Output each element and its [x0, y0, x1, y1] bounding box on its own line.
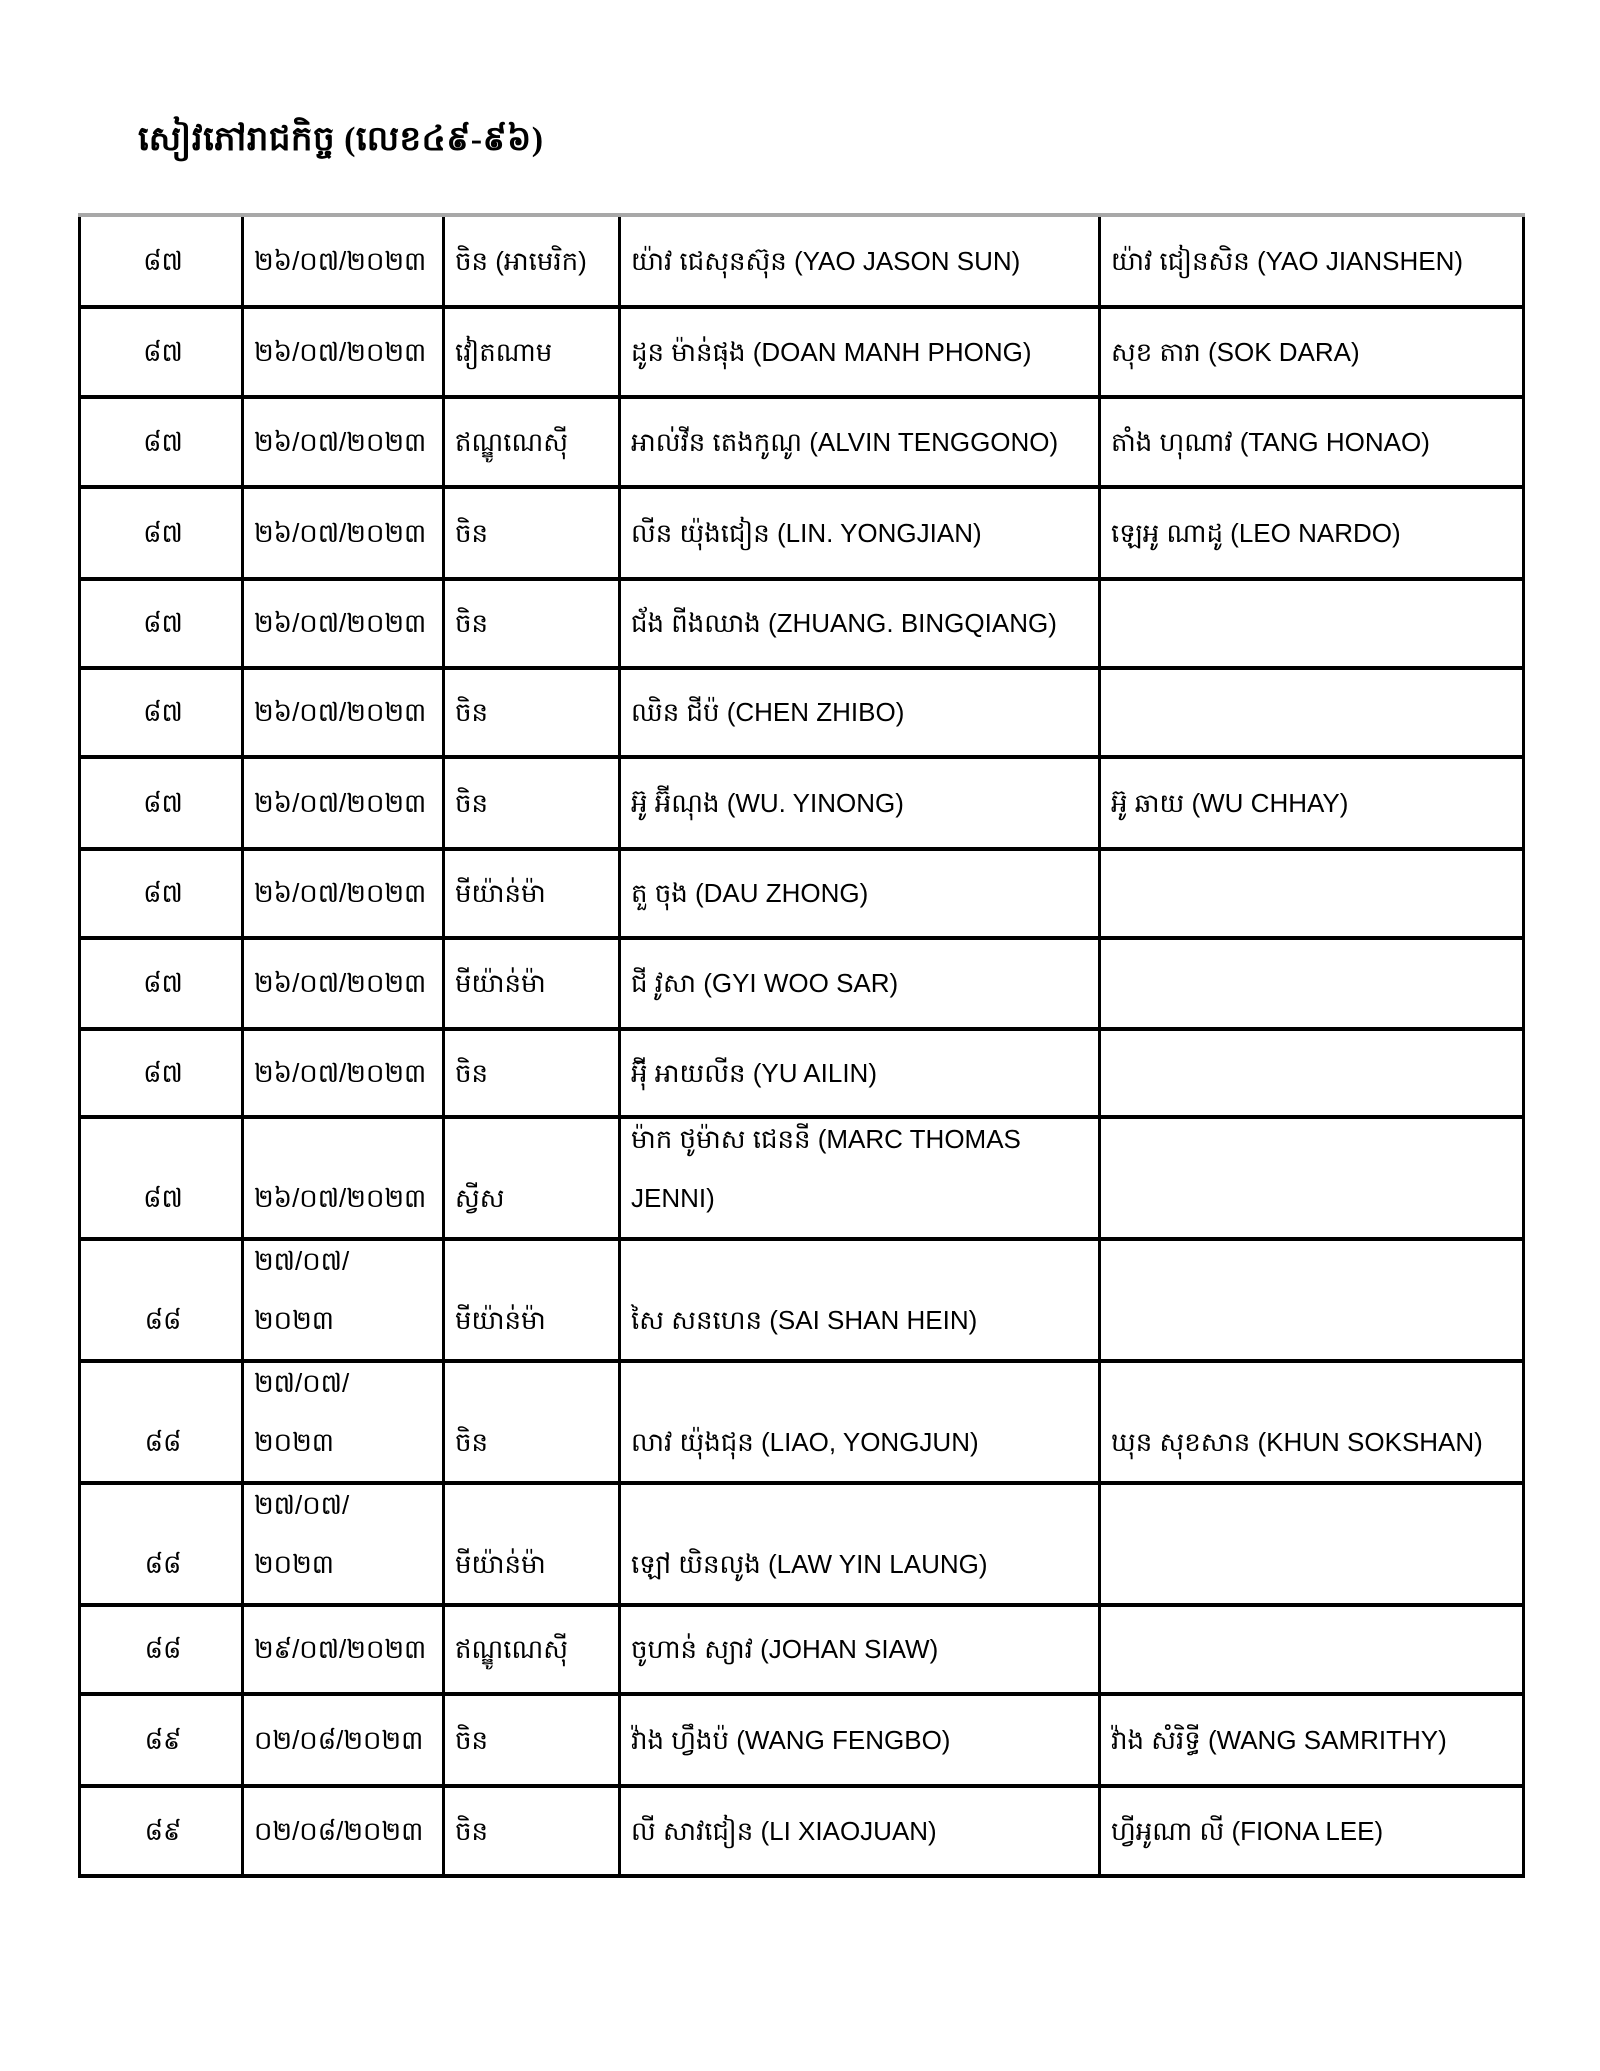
cell-date [243, 757, 444, 849]
table-row [80, 397, 1524, 487]
table-row [80, 1361, 1524, 1483]
cell-text: យ៉ាវ ជៀនសិន (YAO JIANSHEN) [1111, 245, 1464, 276]
cell-other-name [1100, 1786, 1524, 1876]
table-row [80, 487, 1524, 579]
cell-text: ស្វីស [455, 1183, 505, 1213]
cell-text: ឥណ្ឌូណេស៊ី [455, 1634, 568, 1664]
cell-nationality [444, 397, 620, 487]
cell-text: ២៧/០៧/ [254, 1490, 350, 1520]
cell-date [243, 215, 444, 307]
cell-text: វ៉ាង ហ្វឹងប៉ (WANG FENGBO) [631, 1724, 951, 1755]
cell-nationality [444, 1605, 620, 1694]
cell-nationality [444, 215, 620, 307]
cell-text: ២៦/០៧/២០២៣ [254, 1183, 427, 1213]
cell-other-name [1100, 938, 1524, 1029]
cell-text: ៨៧ [143, 697, 183, 727]
table-row [80, 849, 1524, 938]
cell-name [620, 1605, 1100, 1694]
cell-no [80, 1786, 243, 1876]
cell-other-name [1100, 215, 1524, 307]
cell-date [243, 1605, 444, 1694]
cell-no [80, 1239, 243, 1361]
cell-date [243, 849, 444, 938]
cell-text: ចិន [455, 517, 489, 548]
table-row [80, 579, 1524, 668]
cell-date [243, 1117, 444, 1239]
cell-text: ចូហាន់ ស្យាវ (JOHAN SIAW) [631, 1634, 939, 1664]
cell-text: ឈិន ជីប៉ (CHEN ZHIBO) [631, 697, 905, 727]
cell-other-name [1100, 849, 1524, 938]
gazette-table [78, 213, 1525, 1878]
cell-no [80, 215, 243, 307]
cell-text: ២០២៣ [254, 1427, 334, 1457]
cell-text: ជី វូសា (GYI WOO SAR) [631, 968, 899, 998]
cell-text: ចិន [455, 1057, 489, 1088]
cell-date [243, 1786, 444, 1876]
cell-name [620, 397, 1100, 487]
cell-text: ៨៧ [143, 1183, 183, 1213]
cell-text: អ៊ូ ឆាយ (WU CHHAY) [1111, 787, 1349, 818]
cell-text: ២៦/០៧/២០២៣ [254, 608, 427, 638]
cell-nationality [444, 307, 620, 397]
cell-text: ចិន (អាមេរិក) [455, 245, 587, 276]
cell-nationality [444, 579, 620, 668]
cell-nationality [444, 938, 620, 1029]
cell-no [80, 1361, 243, 1483]
cell-text: ៨៧ [143, 426, 183, 457]
table-row [80, 1239, 1524, 1361]
cell-text: លីន យ៉ុងជៀន (LIN. YONGJIAN) [631, 517, 982, 548]
cell-text: អ៊ុី អាយលីន (YU AILIN) [631, 1057, 877, 1088]
cell-other-name [1100, 1605, 1524, 1694]
cell-other-name [1100, 307, 1524, 397]
cell-other-name [1100, 1117, 1524, 1239]
cell-date [243, 579, 444, 668]
table-row [80, 1786, 1524, 1876]
cell-text: ៨៧ [143, 1057, 183, 1088]
cell-text: មីយ៉ាន់ម៉ា [455, 1305, 546, 1335]
cell-text: ៨៨ [144, 1427, 182, 1457]
cell-no [80, 1029, 243, 1117]
cell-other-name [1100, 1361, 1524, 1483]
page-title: សៀវភៅរាជកិច្ច (លេខ៤៩-៩៦) [138, 121, 544, 158]
cell-text: ២៦/០៧/២០២៣ [254, 336, 427, 367]
cell-text: វ៉ាង សំរិទ្ធី (WANG SAMRITHY) [1111, 1724, 1447, 1755]
cell-other-name [1100, 487, 1524, 579]
table-row [80, 1117, 1524, 1239]
cell-text: ៨៧ [143, 787, 183, 818]
cell-text: សៃ សនហេន (SAI SHAN HEIN) [631, 1305, 978, 1335]
cell-no [80, 1694, 243, 1786]
cell-no [80, 668, 243, 757]
cell-text: ឡេអូ ណាដូ (LEO NARDO) [1111, 517, 1401, 548]
cell-nationality [444, 1029, 620, 1117]
cell-text: លាវ យ៉ុងជុន (LIAO, YONGJUN) [631, 1427, 979, 1457]
cell-text: ២៦/០៧/២០២៣ [254, 1057, 427, 1088]
cell-text: JENNI) [631, 1183, 715, 1213]
cell-text: លី សាវជៀន (LI XIAOJUAN) [631, 1815, 937, 1846]
cell-text: ២០២៣ [254, 1305, 334, 1335]
cell-no [80, 579, 243, 668]
cell-text: ចិន [455, 1427, 489, 1457]
cell-nationality [444, 1239, 620, 1361]
cell-text: យ៉ាវ ជេសុនស៊ុន (YAO JASON SUN) [631, 245, 1021, 276]
cell-name [620, 938, 1100, 1029]
cell-text: អាល់វីន តេងកូណូ (ALVIN TENGGONO) [631, 426, 1059, 457]
cell-nationality [444, 849, 620, 938]
cell-no [80, 1605, 243, 1694]
cell-text: ចិន [455, 1724, 489, 1755]
cell-other-name [1100, 579, 1524, 668]
cell-name [620, 579, 1100, 668]
cell-text: សុខ តារា (SOK DARA) [1111, 336, 1360, 367]
cell-name [620, 307, 1100, 397]
cell-nationality [444, 668, 620, 757]
cell-other-name [1100, 1483, 1524, 1605]
cell-text: ២៧/០៧/ [254, 1368, 350, 1398]
cell-nationality [444, 757, 620, 849]
cell-text: ជ័ង ពីងឈាង (ZHUANG. BINGQIANG) [631, 608, 1057, 638]
cell-no [80, 1117, 243, 1239]
cell-text: ៨៧ [143, 336, 183, 367]
cell-text: ០២/០៨/២០២៣ [254, 1815, 424, 1846]
cell-text: ២៦/០៧/២០២៣ [254, 878, 427, 908]
cell-other-name [1100, 1694, 1524, 1786]
cell-other-name [1100, 1239, 1524, 1361]
cell-text: ២៦/០៧/២០២៣ [254, 787, 427, 818]
cell-name [620, 1694, 1100, 1786]
cell-text: ៨៨ [144, 1634, 182, 1664]
cell-nationality [444, 487, 620, 579]
table-row [80, 1483, 1524, 1605]
cell-no [80, 849, 243, 938]
table-row [80, 1694, 1524, 1786]
cell-text: ៨៧ [143, 517, 183, 548]
cell-text: ២៦/០៧/២០២៣ [254, 426, 427, 457]
cell-no [80, 397, 243, 487]
cell-nationality [444, 1786, 620, 1876]
cell-nationality [444, 1361, 620, 1483]
cell-text: ឥណ្ឌូណេស៊ី [455, 426, 568, 457]
cell-text: ឡៅ យិនលូង (LAW YIN LAUNG) [631, 1549, 988, 1579]
cell-name [620, 1117, 1100, 1239]
cell-other-name [1100, 757, 1524, 849]
cell-date [243, 1361, 444, 1483]
cell-no [80, 307, 243, 397]
cell-name [620, 215, 1100, 307]
cell-text: ៨៨ [144, 1549, 182, 1579]
cell-text: ២៦/០៧/២០២៣ [254, 245, 427, 276]
cell-text: ៨៧ [143, 245, 183, 276]
cell-name [620, 1483, 1100, 1605]
cell-no [80, 487, 243, 579]
cell-text: តួ ចុង (DAU ZHONG) [631, 878, 869, 908]
cell-nationality [444, 1117, 620, 1239]
cell-name [620, 1029, 1100, 1117]
cell-text: ចិន [455, 787, 489, 818]
cell-name [620, 1786, 1100, 1876]
cell-text: ០២/០៨/២០២៣ [254, 1724, 424, 1755]
cell-date [243, 1483, 444, 1605]
table-row [80, 1605, 1524, 1694]
cell-text: ៨៩ [144, 1815, 182, 1846]
cell-date [243, 397, 444, 487]
cell-text: ឃុន សុខសាន (KHUN SOKSHAN) [1111, 1427, 1483, 1457]
table-row [80, 307, 1524, 397]
cell-text: ២៦/០៧/២០២៣ [254, 517, 427, 548]
cell-date [243, 1694, 444, 1786]
cell-text: ចិន [455, 608, 489, 638]
table-row [80, 938, 1524, 1029]
table-body [80, 215, 1524, 1876]
cell-name [620, 1361, 1100, 1483]
table-row [80, 757, 1524, 849]
cell-text: តាំង ហុណាវ (TANG HONAO) [1111, 426, 1430, 457]
cell-text: មីយ៉ាន់ម៉ា [455, 878, 546, 908]
cell-text: ៨៧ [143, 878, 183, 908]
cell-date [243, 1029, 444, 1117]
cell-text: ដូន ម៉ាន់ផុង (DOAN MANH PHONG) [631, 336, 1032, 367]
cell-no [80, 757, 243, 849]
cell-text: ២៧/០៧/ [254, 1246, 350, 1276]
cell-text: ៨៧ [143, 968, 183, 998]
table-row [80, 668, 1524, 757]
cell-text: ២៦/០៧/២០២៣ [254, 968, 427, 998]
cell-text: ចិន [455, 697, 489, 727]
cell-name [620, 487, 1100, 579]
cell-text: មីយ៉ាន់ម៉ា [455, 1549, 546, 1579]
cell-name [620, 849, 1100, 938]
cell-other-name [1100, 668, 1524, 757]
cell-nationality [444, 1483, 620, 1605]
cell-date [243, 668, 444, 757]
cell-text: ២០២៣ [254, 1549, 334, 1579]
cell-date [243, 1239, 444, 1361]
cell-text: ចិន [455, 1815, 489, 1846]
cell-text: ម៉ាក ថូម៉ាស ជេននី (MARC THOMAS [631, 1124, 1021, 1154]
cell-name [620, 1239, 1100, 1361]
table-row [80, 215, 1524, 307]
cell-text: វៀតណាម [455, 336, 553, 367]
cell-date [243, 938, 444, 1029]
cell-date [243, 307, 444, 397]
cell-text: ៨៨ [144, 1305, 182, 1335]
cell-other-name [1100, 397, 1524, 487]
cell-text: ៨៧ [143, 608, 183, 638]
cell-name [620, 757, 1100, 849]
cell-date [243, 487, 444, 579]
cell-text: ២៦/០៧/២០២៣ [254, 697, 427, 727]
cell-no [80, 938, 243, 1029]
cell-text: ហ្វីអូណា លី (FIONA LEE) [1111, 1815, 1384, 1846]
cell-no [80, 1483, 243, 1605]
cell-other-name [1100, 1029, 1524, 1117]
cell-text: អ៊ូ អ៊ីណុង (WU. YINONG) [631, 787, 904, 818]
cell-name [620, 668, 1100, 757]
cell-text: ៨៩ [144, 1724, 182, 1755]
table-row [80, 1029, 1524, 1117]
cell-text: មីយ៉ាន់ម៉ា [455, 968, 546, 998]
cell-text: ២៩/០៧/២០២៣ [254, 1634, 427, 1664]
cell-nationality [444, 1694, 620, 1786]
